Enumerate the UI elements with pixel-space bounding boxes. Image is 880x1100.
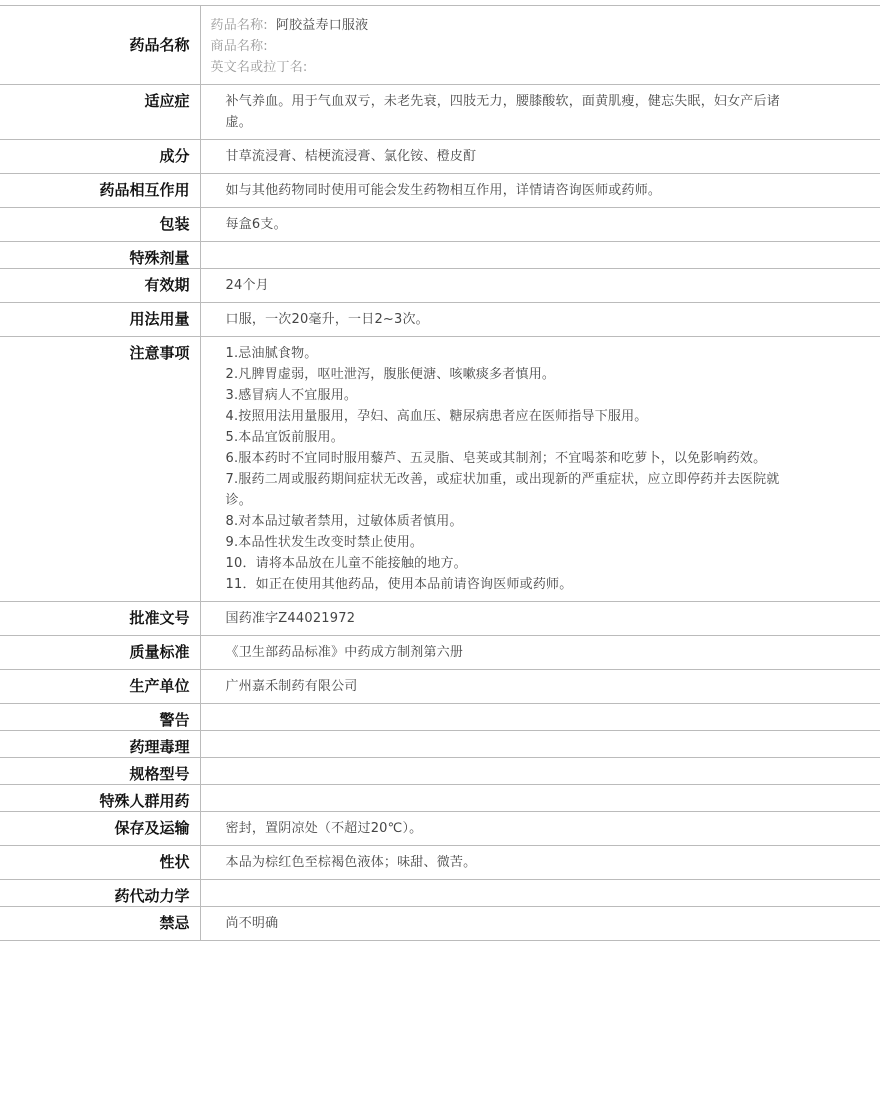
row-label: 生产单位: [0, 670, 200, 704]
row-manufacturer: [0, 670, 880, 704]
row-label: 药品相互作用: [0, 174, 200, 208]
row-expiry: [0, 269, 880, 303]
row-ingredients: [0, 140, 880, 174]
row-value: 本品为棕红色至棕褐色液体；味甜、微苦。: [225, 855, 477, 870]
precautions-list: [200, 337, 880, 602]
row-value: [200, 880, 880, 907]
row-label: 用法用量: [0, 303, 200, 337]
row-label: 药理毒理: [0, 731, 200, 758]
row-label: 药代动力学: [0, 880, 200, 907]
row-label: 有效期: [0, 269, 200, 303]
precaution-item: 3.感冒病人不宜服用。: [225, 388, 358, 403]
precaution-item: 7.服药二周或服药期间症状无改善，或症状加重，或出现新的严重症状，应立即停药并去医院就诊。: [225, 472, 780, 508]
row-value: [200, 731, 880, 758]
precaution-item: 9.本品性状发生改变时禁止使用。: [225, 535, 424, 550]
row-packaging: [0, 208, 880, 242]
row-pharmacokinetics: [0, 880, 880, 907]
row-label: 包装: [0, 208, 200, 242]
precaution-item: 6.服本药时不宜同时服用藜芦、五灵脂、皂荚或其制剂；不宜喝茶和吃萝卜，以免影响药效。: [225, 451, 767, 466]
row-label: 性状: [0, 846, 200, 880]
row-value: 甘草流浸膏、桔梗流浸膏、氯化铵、橙皮酊: [225, 149, 477, 164]
row-appearance: [0, 846, 880, 880]
row-value: 国药准字Z44021972: [225, 611, 356, 626]
row-contraindications: [0, 907, 880, 941]
row-label: 保存及运输: [0, 812, 200, 846]
drug-names-cell: [200, 6, 880, 85]
row-approval-number: [0, 602, 880, 636]
row-specification: [0, 758, 880, 785]
trade-name-key: 商品名称:: [210, 39, 268, 54]
row-value: 《卫生部药品标准》中药成方制剂第六册: [225, 645, 464, 660]
precaution-item: 2.凡脾胃虚弱，呕吐泄泻，腹胀便溏、咳嗽痰多者慎用。: [225, 367, 556, 382]
row-label: 药品名称: [0, 6, 200, 85]
row-label: 特殊剂量: [0, 242, 200, 269]
row-value: 密封，置阴凉处（不超过20℃）。: [225, 821, 423, 836]
row-value: 广州嘉禾制药有限公司: [225, 679, 358, 694]
row-label: 规格型号: [0, 758, 200, 785]
row-label: 适应症: [0, 85, 200, 140]
row-special-populations: [0, 785, 880, 812]
precaution-item: 4.按照用法用量服用，孕妇、高血压、糖尿病患者应在医师指导下服用。: [225, 409, 648, 424]
english-name-key: 英文名或拉丁名:: [210, 60, 308, 75]
row-storage: [0, 812, 880, 846]
precaution-item: 5.本品宜饭前服用。: [225, 430, 344, 445]
generic-name-key: 药品名称:: [210, 18, 268, 33]
row-label: 质量标准: [0, 636, 200, 670]
row-pharmacology: [0, 731, 880, 758]
row-precautions: [0, 337, 880, 602]
row-quality-standard: [0, 636, 880, 670]
precaution-item: 1.忌油腻食物。: [225, 346, 318, 361]
row-value: 如与其他药物同时使用可能会发生药物相互作用，详情请咨询医师或药师。: [225, 183, 662, 198]
row-indications: [0, 85, 880, 140]
row-label: 特殊人群用药: [0, 785, 200, 812]
row-value: [200, 758, 880, 785]
row-value: [200, 704, 880, 731]
drug-info-table: [0, 5, 880, 941]
row-interactions: [0, 174, 880, 208]
row-value: [200, 785, 880, 812]
row-label: 禁忌: [0, 907, 200, 941]
row-value: 补气养血。用于气血双亏，未老先衰，四肢无力，腰膝酸软，面黄肌瘦，健忘失眠，妇女产后诸虚。: [225, 94, 780, 130]
row-label: 批准文号: [0, 602, 200, 636]
row-warning: [0, 704, 880, 731]
row-label: 警告: [0, 704, 200, 731]
row-drug-names: [0, 6, 880, 85]
generic-name-value: 阿胶益寿口服液: [275, 18, 369, 33]
row-dosage: [0, 303, 880, 337]
row-value: [200, 242, 880, 269]
precaution-item: 10．请将本品放在儿童不能接触的地方。: [225, 556, 467, 571]
row-label: 成分: [0, 140, 200, 174]
row-label: 注意事项: [0, 337, 200, 602]
row-value: 尚不明确: [225, 916, 279, 931]
row-value: 每盒6支。: [225, 217, 287, 232]
precaution-item: 8.对本品过敏者禁用，过敏体质者慎用。: [225, 514, 463, 529]
precaution-item: 11．如正在使用其他药品，使用本品前请咨询医师或药师。: [225, 577, 573, 592]
row-value: 24个月: [225, 278, 269, 293]
row-special-dosage: [0, 242, 880, 269]
row-value: 口服，一次20毫升，一日2~3次。: [225, 312, 429, 327]
